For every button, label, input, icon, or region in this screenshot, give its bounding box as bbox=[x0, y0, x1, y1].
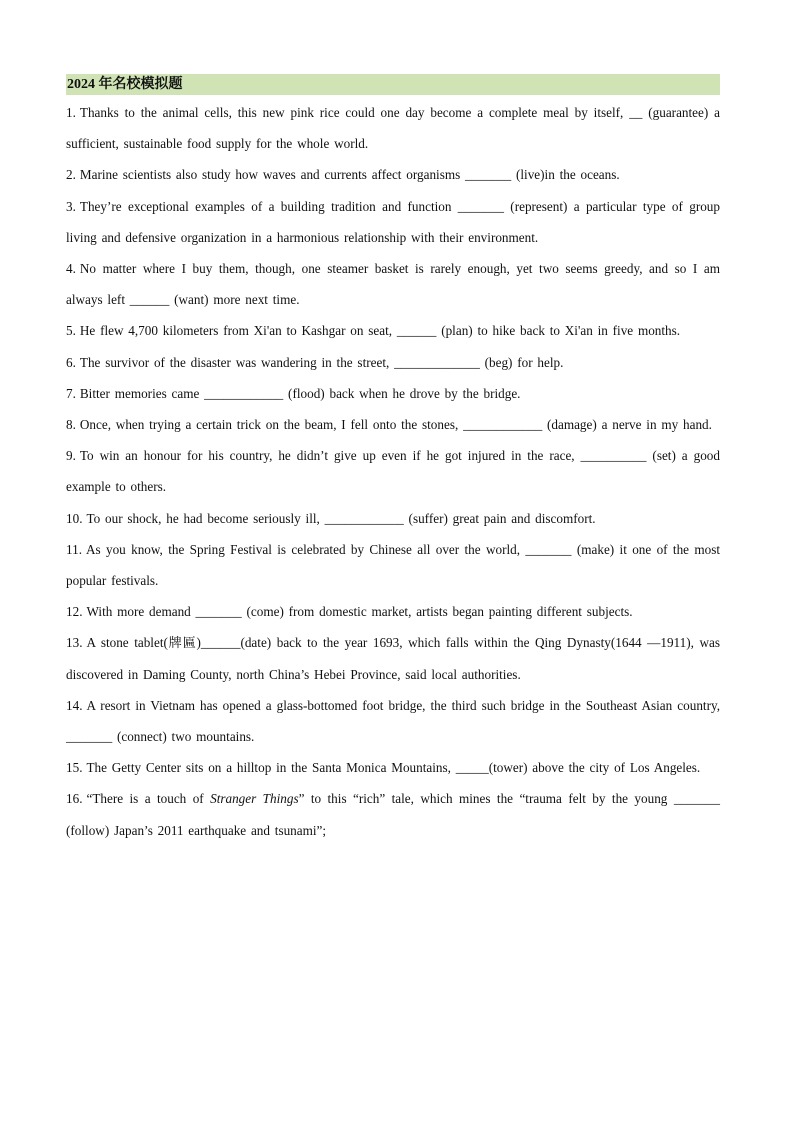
question-number: 8. bbox=[66, 417, 76, 433]
question-item bbox=[66, 159, 720, 190]
question-item bbox=[66, 440, 720, 502]
question-item bbox=[66, 97, 720, 159]
question-text-before: “There is a touch of bbox=[86, 791, 211, 807]
question-item bbox=[66, 253, 720, 315]
question-text: He flew 4,700 kilometers from Xi'an to Kashgar on seat, ______ (plan) to hike back to Xi'an in five months. bbox=[79, 323, 681, 339]
question-number: 14. bbox=[66, 697, 83, 713]
question-number: 16. bbox=[66, 791, 83, 807]
question-number: 12. bbox=[66, 604, 83, 620]
question-text-italic: Stranger Things bbox=[210, 791, 299, 807]
question-item bbox=[66, 409, 720, 440]
question-number: 9. bbox=[66, 448, 76, 464]
question-number: 10. bbox=[66, 510, 83, 526]
question-item bbox=[66, 752, 720, 783]
question-text: The survivor of the disaster was wandering in the street, _____________ (beg) for help. bbox=[79, 354, 564, 370]
question-item bbox=[66, 534, 720, 596]
question-item bbox=[66, 503, 720, 534]
question-text: No matter where I buy them, though, one steamer basket is rarely enough, yet two seems greedy, and so I am always left ______ (want) more next time. bbox=[66, 261, 720, 308]
question-item bbox=[66, 378, 720, 409]
question-text: As you know, the Spring Festival is celebrated by Chinese all over the world, _______ (make) it one of the most popular festivals. bbox=[66, 541, 720, 589]
question-item bbox=[66, 191, 720, 253]
question-item bbox=[66, 690, 720, 752]
question-text-after: ” to this “rich” tale, which mines the “trauma felt by the young _______ (follow) Japan’s 2011 earthquake and tsunami”; bbox=[66, 791, 720, 838]
question-item bbox=[66, 596, 720, 627]
question-number: 15. bbox=[66, 760, 83, 776]
question-item bbox=[66, 783, 720, 845]
question-item bbox=[66, 315, 720, 346]
question-text: A stone tablet(牌匾)______(date) back to the year 1693, which falls within the Qing Dynasty(1644 —1911), was discovered in Daming County, north China’s Hebei Province, said local authorities. bbox=[66, 635, 720, 682]
question-number: 1. bbox=[66, 105, 76, 120]
question-item bbox=[66, 627, 720, 689]
question-item bbox=[66, 347, 720, 378]
question-text: To our shock, he had become seriously ill, ____________ (suffer) great pain and discomfort. bbox=[86, 510, 596, 526]
worksheet-page bbox=[66, 74, 720, 846]
question-number: 5. bbox=[66, 323, 76, 339]
question-text: Thanks to the animal cells, this new pink rice could one day become a complete meal by itself, __ (guarantee) a sufficient, sustainable food supply for the whole world. bbox=[66, 105, 720, 152]
question-number: 6. bbox=[66, 354, 76, 370]
question-text: With more demand _______ (come) from domestic market, artists began painting different subjects. bbox=[86, 604, 633, 620]
question-number: 4. bbox=[66, 261, 76, 277]
question-text: The Getty Center sits on a hilltop in the Santa Monica Mountains, _____(tower) above the city of Los Angeles. bbox=[86, 760, 701, 776]
section-title: 2024 年名校模拟题 bbox=[67, 77, 183, 92]
question-text: To win an honour for his country, he didn’t give up even if he got injured in the race, __________ (set) a good example to others. bbox=[66, 448, 720, 495]
question-number: 13. bbox=[66, 635, 83, 651]
question-text: Marine scientists also study how waves and currents affect organisms _______ (live)in the oceans. bbox=[79, 167, 620, 183]
section-header bbox=[66, 74, 720, 95]
question-text: Once, when trying a certain trick on the beam, I fell onto the stones, ____________ (damage) a nerve in my hand. bbox=[79, 417, 712, 433]
question-text: They’re exceptional examples of a building tradition and function _______ (represent) a particular type of group living and defensive organization in a harmonious relationship with their environment. bbox=[66, 198, 720, 245]
question-number: 3. bbox=[66, 198, 76, 214]
question-text: Bitter memories came ____________ (flood) back when he drove by the bridge. bbox=[79, 385, 521, 401]
question-number: 11. bbox=[66, 541, 82, 557]
question-text: A resort in Vietnam has opened a glass-bottomed foot bridge, the third such bridge in the Southeast Asian country, _______ (connect) two mountains. bbox=[66, 697, 720, 745]
question-number: 7. bbox=[66, 385, 76, 401]
question-number: 2. bbox=[66, 167, 76, 183]
